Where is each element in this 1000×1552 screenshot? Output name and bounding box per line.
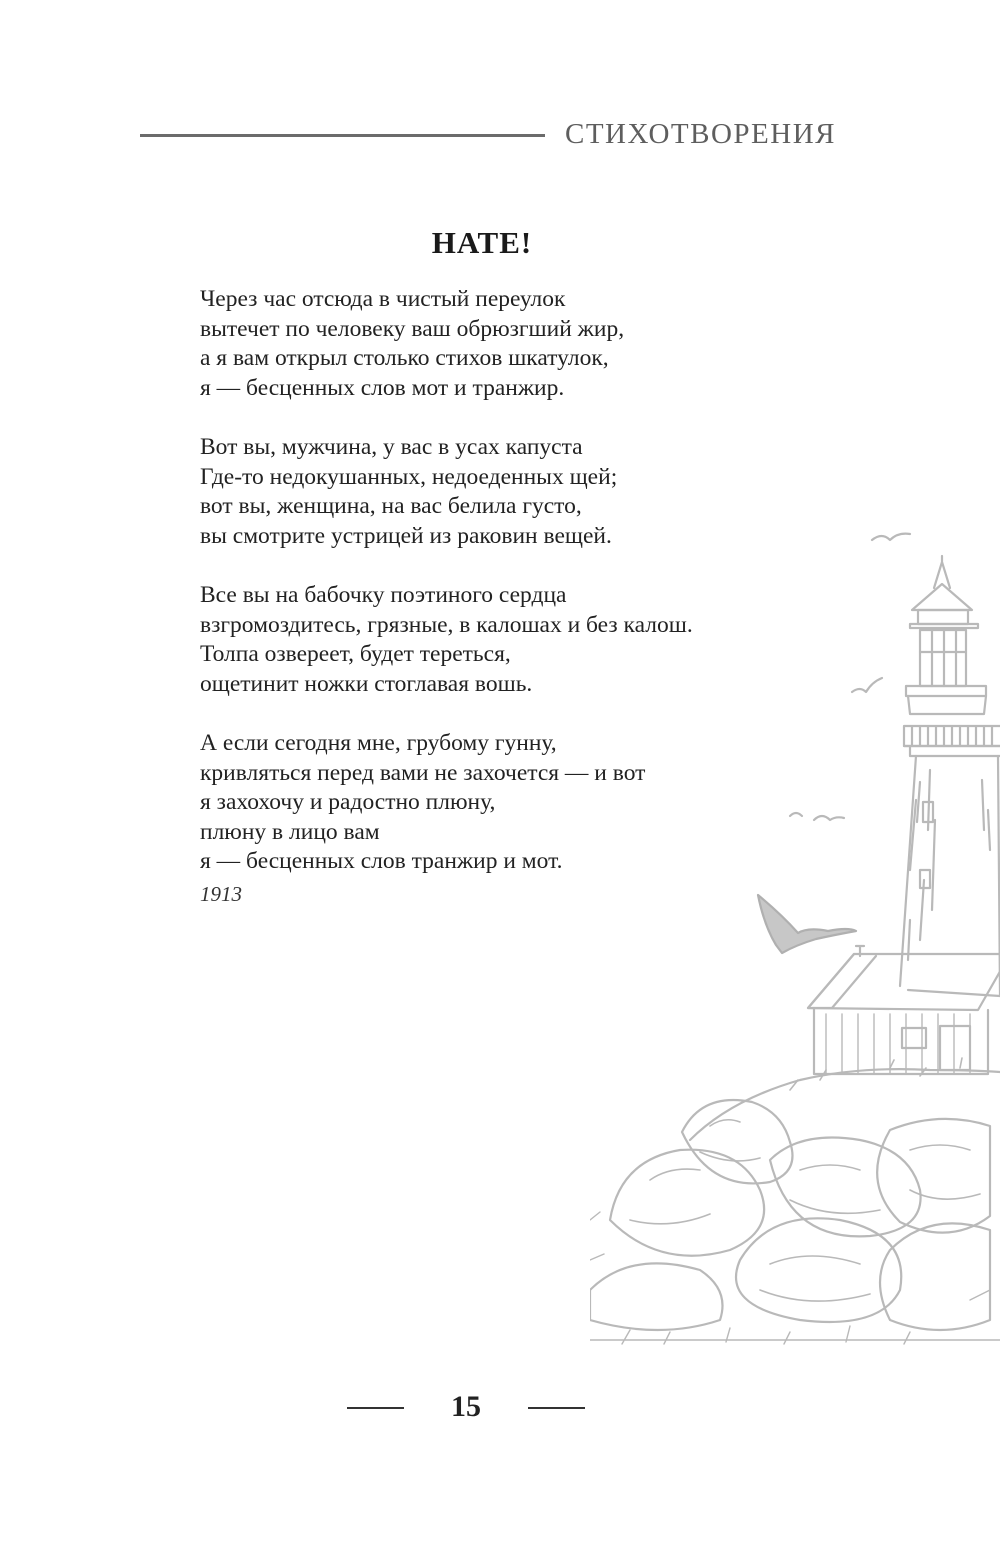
- poem-line: Через час отсюда в чистый переулок: [200, 286, 566, 312]
- poem-line: вот вы, женщина, на вас белила густо,: [200, 493, 582, 519]
- seagull-icon: [872, 534, 910, 540]
- poem-line: я захохочу и радостно плюну,: [200, 789, 496, 815]
- poem-line: взгромоздитесь, грязные, в калошах и без калош.: [200, 611, 693, 638]
- header-rule: [140, 134, 545, 137]
- seagull-icon: [814, 816, 844, 820]
- seagull-icon: [852, 678, 882, 692]
- poem-line: плюну в лицо вам: [200, 818, 380, 845]
- seagull-icon: [758, 895, 856, 953]
- poem-year: 1913: [200, 882, 242, 906]
- poem-title: НАТЕ!: [431, 225, 533, 260]
- poem-line: вы смотрите устрицей из раковин вещей.: [200, 522, 612, 549]
- lighthouse-illustration: [590, 520, 1000, 1350]
- poem-line: Вот вы, мужчина, у вас в усах капуста: [200, 434, 583, 460]
- seagull-icon: [790, 813, 802, 816]
- footer-rule-right: [528, 1407, 585, 1409]
- poem-line: ощетинит ножки стоглавая вошь.: [200, 670, 533, 697]
- page-number: 15: [451, 1390, 481, 1423]
- poem-line: вытечет по человеку ваш обрюзгший жир,: [200, 315, 625, 342]
- poem-line: я — бесценных слов транжир и мот.: [200, 848, 563, 874]
- section-title: СТИХОТВОРЕНИЯ: [565, 118, 836, 150]
- poem-line: Все вы на бабочку поэтиного сердца: [200, 582, 567, 608]
- poem-line: а я вам открыл столько стихов шкатулок,: [200, 345, 609, 371]
- poem-line: Где-то недокушанных, недоеденных щей;: [200, 463, 618, 490]
- poem-line: Толпа озвереет, будет тереться,: [200, 641, 511, 667]
- poem-line: А если сегодня мне, грубому гунну,: [200, 730, 557, 756]
- poem-line: кривляться перед вами не захочется — и вот: [200, 759, 646, 786]
- stanza: [200, 285, 820, 403]
- poem-line: я — бесценных слов мот и транжир.: [200, 374, 565, 401]
- footer-rule-left: [347, 1407, 404, 1409]
